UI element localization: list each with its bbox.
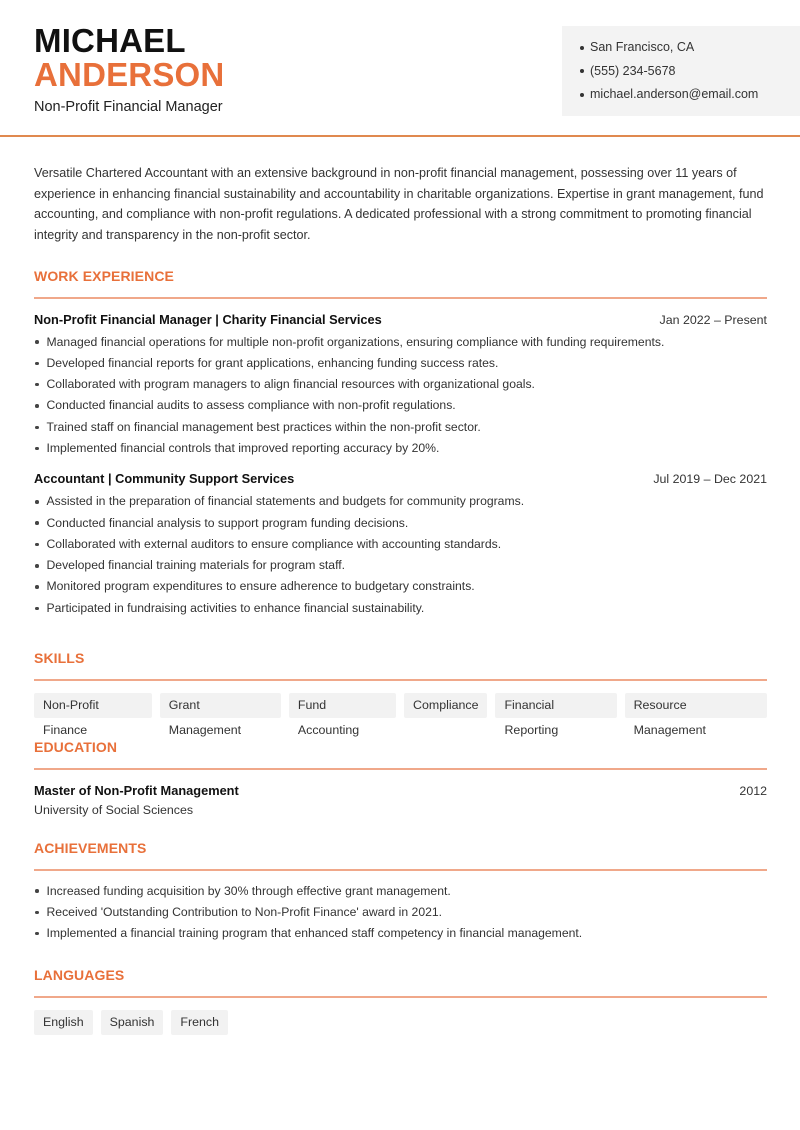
list-item: Collaborated with program managers to align financial resources with organizational goals.: [34, 374, 767, 395]
bullet-icon: [580, 93, 584, 97]
list-item: Developed financial training materials for program staff.: [34, 555, 767, 576]
section-title-education: EDUCATION: [34, 739, 118, 755]
language-chip: French: [171, 1010, 228, 1035]
graduation-year: 2012: [739, 783, 767, 798]
job-header: [34, 471, 767, 486]
job-role: Accountant | Community Support Services: [34, 471, 295, 487]
contact-box: [562, 26, 800, 116]
location-text: San Francisco, CA: [590, 40, 695, 54]
job-entry: [34, 312, 767, 460]
education-entry: [34, 783, 767, 817]
list-item: Monitored program expenditures to ensure adherence to budgetary constraints.: [34, 576, 767, 597]
section-achievements: [34, 838, 767, 944]
list-item: Implemented a financial training program that enhanced staff competency in financial management.: [34, 923, 767, 944]
summary-paragraph: Versatile Chartered Accountant with an extensive background in non-profit financial management, possessing over 11 years of experience in enhancing financial sustainability and accountability in charitable organizations. Expertise in grant management, fund accounting, and compliance with non-profit regulations. A dedicated professional with a strong commitment to promoting financial integrity and transparency in the non-profit sector.: [34, 166, 764, 242]
section-title-work-experience: WORK EXPERIENCE: [34, 268, 174, 284]
job-dates: Jan 2022 – Present: [659, 312, 767, 327]
achievements-list: [34, 881, 767, 945]
section-divider: [34, 869, 767, 871]
bullet-icon: [35, 911, 39, 915]
section-education: [34, 737, 767, 817]
bullet-icon: [35, 500, 39, 504]
list-item: Increased funding acquisition by 30% through effective grant management.: [34, 881, 767, 902]
section-title-languages: LANGUAGES: [34, 967, 125, 983]
contact-email[interactable]: [580, 83, 800, 107]
section-divider: [34, 679, 767, 681]
bullet-icon: [35, 889, 39, 893]
header-divider: [0, 135, 800, 137]
contact-phone: [580, 60, 800, 84]
bullet-icon: [35, 932, 39, 936]
last-name: ANDERSON: [34, 56, 225, 93]
section-title-achievements: ACHIEVEMENTS: [34, 840, 147, 856]
list-item: Conducted financial audits to assess compliance with non-profit regulations.: [34, 395, 767, 416]
skills-list: [34, 693, 767, 737]
bullet-icon: [35, 362, 39, 366]
list-item: Assisted in the preparation of financial statements and budgets for community programs.: [34, 491, 767, 512]
bullet-icon: [35, 521, 39, 525]
job-role: Non-Profit Financial Manager | Charity Financial Services: [34, 311, 382, 327]
list-item: Collaborated with external auditors to ensure compliance with accounting standards.: [34, 534, 767, 555]
job-dates: Jul 2019 – Dec 2021: [653, 472, 767, 487]
bullet-icon: [35, 543, 39, 547]
skill-chip: Financial Reporting: [495, 693, 616, 718]
bullet-icon: [35, 404, 39, 408]
education-header: [34, 783, 767, 798]
bullet-icon: [35, 585, 39, 589]
degree: Master of Non-Profit Management: [34, 782, 239, 798]
list-item: Managed financial operations for multiple non-profit organizations, ensuring compliance with funding requirements.: [34, 332, 767, 353]
language-chip: Spanish: [101, 1010, 164, 1035]
skill-chip: Resource Management: [625, 693, 767, 718]
contact-location: [580, 36, 800, 60]
bullet-icon: [35, 340, 39, 344]
bullet-icon: [580, 46, 584, 50]
first-name: MICHAEL: [34, 22, 186, 59]
languages-list: [34, 1010, 767, 1035]
skill-chip: Grant Management: [160, 693, 281, 718]
resume-header: [0, 0, 800, 138]
job-bullets: [34, 491, 767, 619]
bullet-icon: [35, 564, 39, 568]
job-header: [34, 312, 767, 327]
bullet-icon: [35, 383, 39, 387]
list-item: Developed financial reports for grant applications, enhancing funding success rates.: [34, 353, 767, 374]
job-bullets: [34, 332, 767, 460]
job-title: Non-Profit Financial Manager: [34, 99, 223, 115]
bullet-icon: [35, 447, 39, 451]
bullet-icon: [35, 426, 39, 430]
section-skills: [34, 648, 767, 737]
section-title-skills: SKILLS: [34, 650, 85, 666]
list-item: Participated in fundraising activities to enhance financial sustainability.: [34, 598, 767, 619]
bullet-icon: [580, 69, 584, 73]
section-divider: [34, 768, 767, 770]
list-item: Received 'Outstanding Contribution to Non-Profit Finance' award in 2021.: [34, 902, 767, 923]
section-divider: [34, 996, 767, 998]
resume-body: [34, 163, 767, 245]
bullet-icon: [35, 607, 39, 611]
skill-chip: Compliance: [404, 693, 487, 718]
section-divider: [34, 297, 767, 299]
section-languages: [34, 965, 767, 1035]
job-entry: [34, 471, 767, 619]
list-item: Conducted financial analysis to support program funding decisions.: [34, 513, 767, 534]
skill-chip: Fund Accounting: [289, 693, 396, 718]
language-chip: English: [34, 1010, 93, 1035]
email-link[interactable]: michael.anderson@email.com: [590, 87, 759, 101]
phone-text: (555) 234-5678: [590, 63, 676, 78]
school: University of Social Sciences: [34, 802, 194, 817]
list-item: Implemented financial controls that improved reporting accuracy by 20%.: [34, 438, 767, 459]
skill-chip: Non-Profit Finance: [34, 693, 152, 718]
list-item: Trained staff on financial management best practices within the non-profit sector.: [34, 417, 767, 438]
section-work-experience: [34, 266, 767, 619]
